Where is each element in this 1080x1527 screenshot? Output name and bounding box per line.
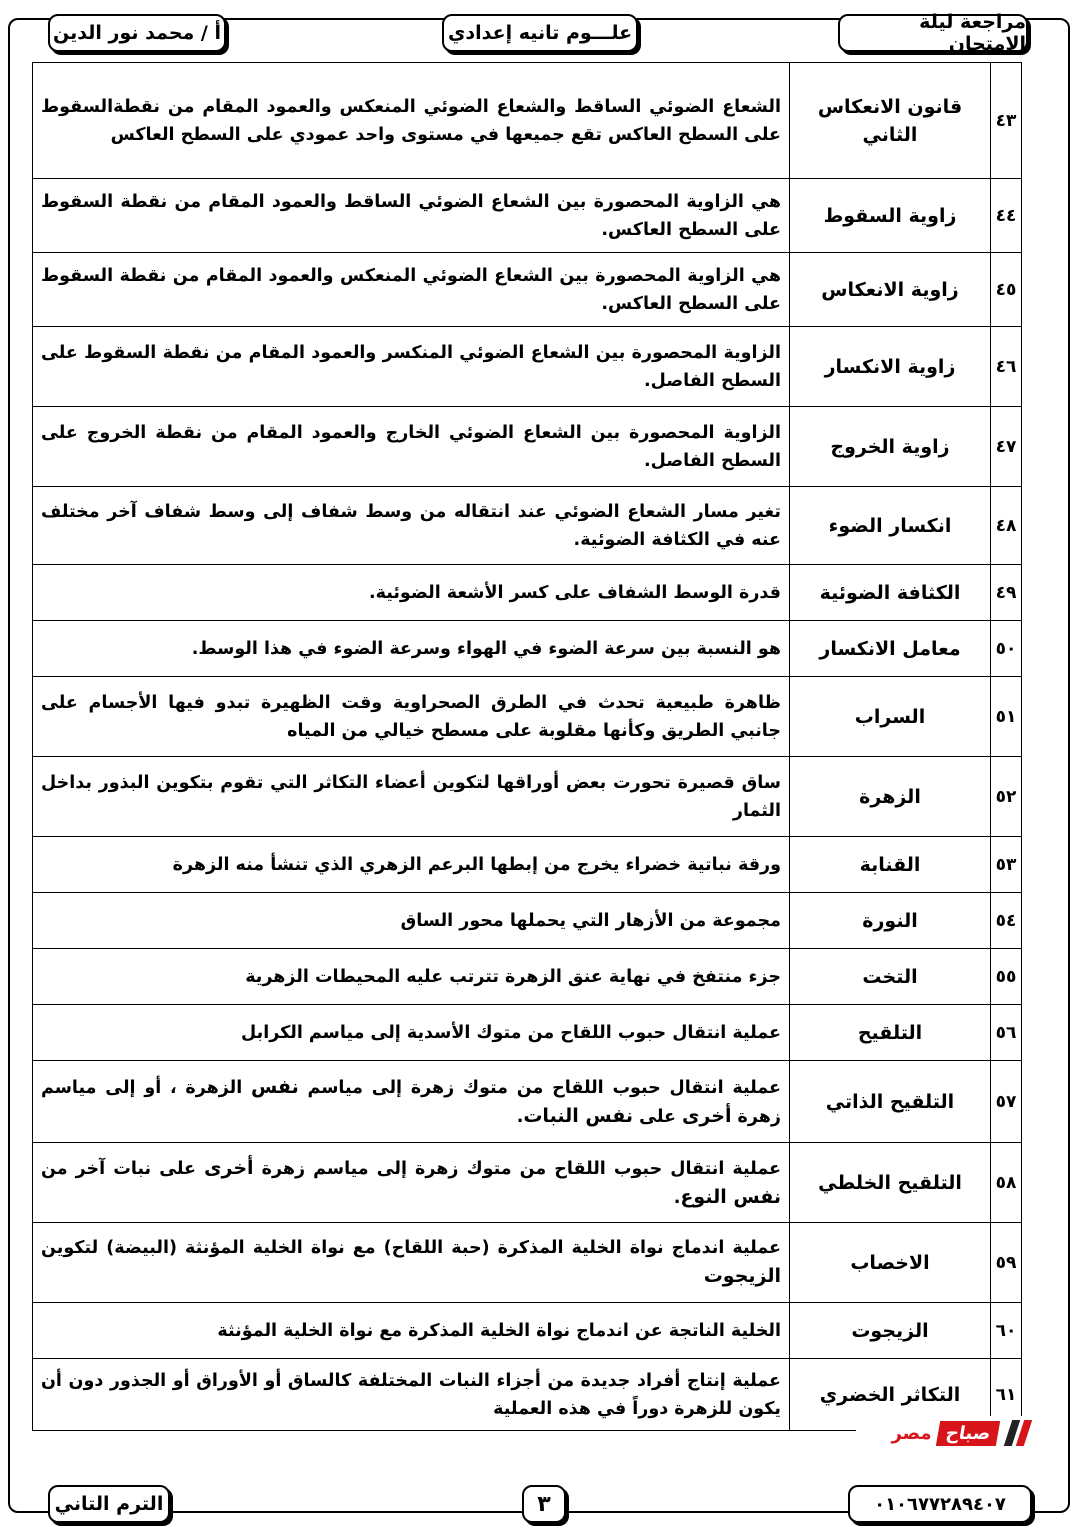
term-cell: الكثافة الضوئية — [790, 565, 991, 621]
term-cell: التلقيح الذاتي — [790, 1061, 991, 1143]
definition-cell: ورقة نباتية خضراء يخرج من إبطها البرعم الزهري الذي تنشأ منه الزهرة — [33, 837, 790, 893]
table-row — [33, 327, 1022, 407]
logo-word-masr: مصر — [891, 1422, 932, 1444]
definition-cell: تغير مسار الشعاع الضوئي عند انتقاله من وسط شفاف إلى وسط شفاف آخر مختلف عنه في الكثافة الضوئية. — [33, 487, 790, 565]
header-teacher: أ / محمد نور الدين — [48, 14, 226, 52]
definition-cell: ظاهرة طبيعية تحدث في الطرق الصحراوية وقت الظهيرة تبدو فيها الأجسام على جانبي الطريق وكأنها مقلوبة على مسطح خيالي من المياه — [33, 677, 790, 757]
definition-emphasis: نفس النوع — [680, 1185, 781, 1208]
table-row — [33, 757, 1022, 837]
term-cell: الاخصاب — [790, 1223, 991, 1303]
definition-text: على — [633, 1106, 683, 1127]
row-number: ٤٩ — [991, 565, 1022, 621]
row-number: ٥٨ — [991, 1143, 1022, 1223]
table-row — [33, 63, 1022, 179]
term-cell: التلقيح — [790, 1005, 991, 1061]
sabah-masr-logo — [856, 1416, 1028, 1450]
table-row — [33, 487, 1022, 565]
row-number: ٥٣ — [991, 837, 1022, 893]
definition-text: عملية انتقال حبوب اللقاح من متوك زهرة إلى مياسم — [298, 1077, 781, 1098]
row-number: ٤٣ — [991, 63, 1022, 179]
logo-word-sabah: صباح — [935, 1421, 1000, 1446]
row-number: ٦٠ — [991, 1303, 1022, 1359]
definition-cell: ساق قصيرة تحورت بعض أوراقها لتكوين أعضاء التكاثر التي تقوم بتكوين البذور بداخل الثمار — [33, 757, 790, 837]
term-cell: انكسار الضوء — [790, 487, 991, 565]
table-row — [33, 893, 1022, 949]
definition-text: على نبات آخر من — [41, 1158, 205, 1179]
table-row — [33, 407, 1022, 487]
definition-emphasis: نفس النبات — [523, 1104, 634, 1127]
definition-emphasis: نفس — [251, 1075, 299, 1098]
definition-cell: هو النسبة بين سرعة الضوء في الهواء وسرعة الضوء في هذا الوسط. — [33, 621, 790, 677]
definition-cell: هي الزاوية المحصورة بين الشعاع الضوئي المنعكس والعمود المقام من نقطة السقوط على السطح العاكس. — [33, 253, 790, 327]
table-row — [33, 565, 1022, 621]
table-row — [33, 677, 1022, 757]
row-number: ٥٦ — [991, 1005, 1022, 1061]
row-number: ٥٧ — [991, 1061, 1022, 1143]
row-number: ٥٤ — [991, 893, 1022, 949]
row-number: ٤٨ — [991, 487, 1022, 565]
term-cell: زاوية الانكسار — [790, 327, 991, 407]
table-row — [33, 621, 1022, 677]
term-cell: معامل الانكسار — [790, 621, 991, 677]
table-row — [33, 253, 1022, 327]
definition-text: عملية اندماج نواة الخلية المذكرة (حبة اللقاح) مع نواة الخلية المؤنثة (البيضة) لتكوين — [41, 1238, 781, 1258]
term-cell: التخت — [790, 949, 991, 1005]
table-row — [33, 1303, 1022, 1359]
row-number: ٤٥ — [991, 253, 1022, 327]
definition-text: عملية انتقال حبوب اللقاح من متوك زهرة إلى مياسم زهرة — [253, 1158, 782, 1179]
table-row — [33, 837, 1022, 893]
row-number: ٥٠ — [991, 621, 1022, 677]
table-row — [33, 1005, 1022, 1061]
footer-term: الترم التاني — [48, 1485, 170, 1523]
term-cell: زاوية الانعكاس — [790, 253, 991, 327]
table-row — [33, 1143, 1022, 1223]
term-cell: النورة — [790, 893, 991, 949]
term-cell: قانون الانعكاس الثاني — [790, 63, 991, 179]
row-number: ٦١ — [991, 1359, 1022, 1431]
term-cell: زاوية الخروج — [790, 407, 991, 487]
term-cell: القنابة — [790, 837, 991, 893]
row-number: ٥١ — [991, 677, 1022, 757]
page-number: ٣ — [522, 1485, 566, 1523]
definition-cell: الخلية الناتجة عن اندماج نواة الخلية المذكرة مع نواة الخلية المؤنثة — [33, 1303, 790, 1359]
row-number: ٥٢ — [991, 757, 1022, 837]
term-cell: التكاثر الخضري — [790, 1359, 991, 1431]
definition-cell — [33, 1061, 790, 1143]
table-row — [33, 1223, 1022, 1303]
definition-cell: مجموعة من الأزهار التي يحملها محور الساق — [33, 893, 790, 949]
row-number: ٥٥ — [991, 949, 1022, 1005]
term-cell: التلقيح الخلطي — [790, 1143, 991, 1223]
header-review-title: مراجعة ليلة الامتحان — [838, 14, 1028, 52]
table-row — [33, 1061, 1022, 1143]
definition-cell: الشعاع الضوئي الساقط والشعاع الضوئي المنعكس والعمود المقام من نقطةالسقوط على السطح العاكس تقع جميعها في مستوى واحد عمودي على السطح العاكس — [33, 63, 790, 179]
definition-cell: الزاوية المحصورة بين الشعاع الضوئي المنكسر والعمود المقام من نقطة السقوط على السطح الفاصل. — [33, 327, 790, 407]
definition-text: . — [516, 1106, 524, 1127]
definition-cell: عملية إنتاج أفراد جديدة من أجزاء النبات المختلفة كالساق أو الأوراق أو الجذور دون أن يكون للزهرة دوراً في هذه العملية — [33, 1359, 790, 1431]
definition-cell — [33, 1143, 790, 1223]
definition-cell: هي الزاوية المحصورة بين الشعاع الضوئي الساقط والعمود المقام من نقطة السقوط على السطح العاكس. — [33, 179, 790, 253]
row-number: ٤٦ — [991, 327, 1022, 407]
definition-cell: قدرة الوسط الشفاف على كسر الأشعة الضوئية. — [33, 565, 790, 621]
table-row — [33, 949, 1022, 1005]
row-number: ٤٤ — [991, 179, 1022, 253]
definition-cell: عملية انتقال حبوب اللقاح من متوك الأسدية إلى مياسم الكرابل — [33, 1005, 790, 1061]
term-cell: السراب — [790, 677, 991, 757]
definition-cell — [33, 1223, 790, 1303]
definition-cell: جزء منتفخ في نهاية عنق الزهرة تترتب عليه المحيطات الزهرية — [33, 949, 790, 1005]
terms-table — [32, 62, 1022, 1431]
term-cell: الزهرة — [790, 757, 991, 837]
definition-text: الزهرة ، أو إلى مياسم زهرة — [41, 1077, 781, 1127]
footer-phone: ٠١٠٦٧٧٢٨٩٤٠٧ — [848, 1485, 1032, 1523]
definition-cell: الزاوية المحصورة بين الشعاع الضوئي الخارج والعمود المقام من نقطة الخروج على السطح الفاصل. — [33, 407, 790, 487]
definition-text: . — [673, 1187, 681, 1208]
term-cell: زاوية السقوط — [790, 179, 991, 253]
table-row — [33, 179, 1022, 253]
definition-emphasis: أخرى — [204, 1156, 254, 1179]
row-number: ٤٧ — [991, 407, 1022, 487]
definition-emphasis: الزيجوت — [703, 1265, 781, 1287]
definition-emphasis: أخرى — [682, 1104, 732, 1127]
header-subject: علـــوم تانيه إعدادي — [442, 14, 638, 52]
term-cell: الزيجوت — [790, 1303, 991, 1359]
row-number: ٥٩ — [991, 1223, 1022, 1303]
